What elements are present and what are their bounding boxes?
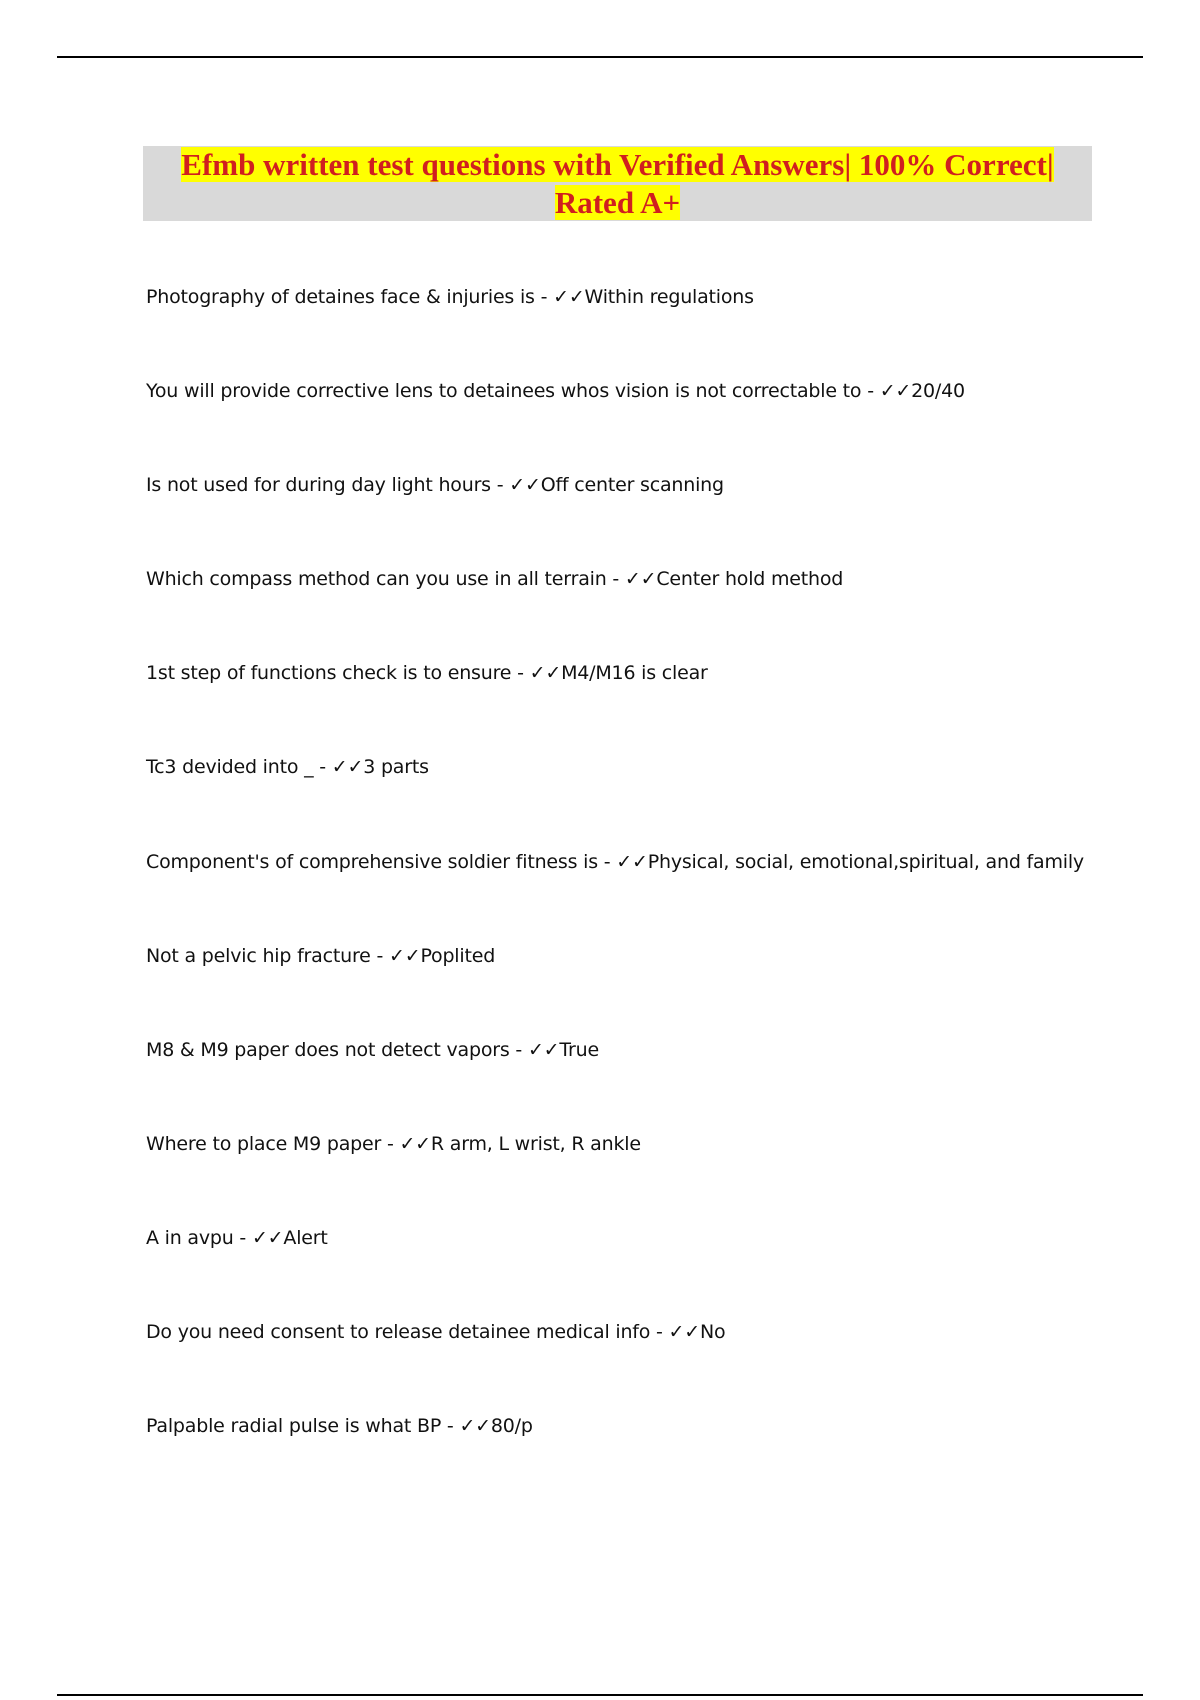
question-text: Photography of detaines face & injuries is — [146, 286, 535, 308]
qa-item — [146, 1409, 1106, 1503]
separator: - — [650, 1321, 669, 1344]
answer-text: R arm, L wrist, R ankle — [430, 1132, 641, 1155]
qa-item — [146, 939, 1106, 1033]
answer-text: Physical, social, emotional,spiritual, and family — [647, 850, 1084, 873]
question-text: Where to place M9 paper — [146, 1132, 382, 1155]
qa-item — [146, 656, 1106, 750]
separator: - — [441, 1415, 460, 1438]
double-check-icon: ✓✓ — [668, 1321, 700, 1344]
double-check-icon: ✓✓ — [388, 944, 421, 967]
qa-item — [146, 1033, 1106, 1127]
double-check-icon: ✓✓ — [527, 1038, 560, 1061]
separator: - — [381, 1132, 400, 1155]
qa-item — [146, 468, 1106, 562]
qa-item — [146, 280, 1106, 374]
separator: - — [509, 1038, 528, 1061]
question-text: Palpable radial pulse is what BP — [146, 1415, 442, 1438]
double-check-icon: ✓✓ — [509, 474, 541, 497]
answer-text: Poplited — [420, 944, 496, 967]
double-check-icon: ✓✓ — [553, 286, 585, 308]
answer-text: M4/M16 is clear — [561, 662, 708, 685]
separator: - — [861, 380, 880, 403]
answer-text: 80/p — [490, 1415, 533, 1438]
separator: - — [313, 756, 332, 779]
question-text: Do you need consent to release detainee medical info — [146, 1321, 651, 1344]
separator: - — [597, 850, 617, 873]
answer-text: No — [700, 1321, 726, 1344]
qa-item — [146, 1127, 1106, 1221]
double-check-icon: ✓✓ — [399, 1132, 431, 1155]
question-text: Tc3 devided into _ — [146, 756, 314, 779]
double-check-icon: ✓✓ — [251, 1226, 284, 1249]
question-text: Is not used for during day light hours — [146, 474, 491, 497]
answer-text: 20/40 — [911, 380, 965, 403]
double-check-icon: ✓✓ — [879, 380, 912, 403]
double-check-icon: ✓✓ — [616, 850, 648, 873]
title-line-1: Efmb written test questions with Verified Answers| 100% Correct| — [181, 147, 1054, 182]
separator: - — [490, 474, 510, 497]
separator: - — [370, 944, 389, 967]
qa-item — [146, 562, 1106, 656]
separator: - — [511, 662, 530, 685]
answer-text: Off center scanning — [540, 474, 724, 497]
answer-text: 3 parts — [363, 756, 429, 779]
question-text: You will provide corrective lens to detainees whos vision is not correctable to — [146, 380, 862, 403]
question-text: Component's of comprehensive soldier fitness is — [146, 850, 598, 873]
separator: - — [606, 568, 625, 591]
double-check-icon: ✓✓ — [529, 662, 562, 685]
double-check-icon: ✓✓ — [624, 568, 657, 591]
footer-rule — [57, 1694, 1143, 1696]
title-line-2: Rated A+ — [554, 185, 681, 220]
answer-text: Alert — [283, 1226, 328, 1249]
question-text: M8 & M9 paper does not detect vapors — [146, 1038, 510, 1061]
qa-item — [146, 845, 1106, 939]
qa-item — [146, 750, 1106, 844]
qa-item — [146, 1315, 1106, 1409]
question-text: 1st step of functions check is to ensure — [146, 662, 512, 685]
qa-item — [146, 374, 1106, 468]
answer-text: Within regulations — [584, 286, 754, 308]
header-rule — [57, 56, 1143, 58]
separator: - — [534, 286, 554, 308]
qa-item — [146, 1221, 1106, 1315]
double-check-icon: ✓✓ — [459, 1415, 491, 1438]
document-title — [143, 146, 1092, 221]
question-text: Not a pelvic hip fracture — [146, 944, 371, 967]
question-text: Which compass method can you use in all terrain — [146, 568, 607, 591]
answer-text: True — [559, 1038, 599, 1061]
answer-text: Center hold method — [656, 568, 844, 591]
double-check-icon: ✓✓ — [331, 756, 364, 779]
qa-list — [146, 280, 1106, 1503]
separator: - — [233, 1226, 252, 1249]
question-text: A in avpu — [146, 1226, 234, 1249]
